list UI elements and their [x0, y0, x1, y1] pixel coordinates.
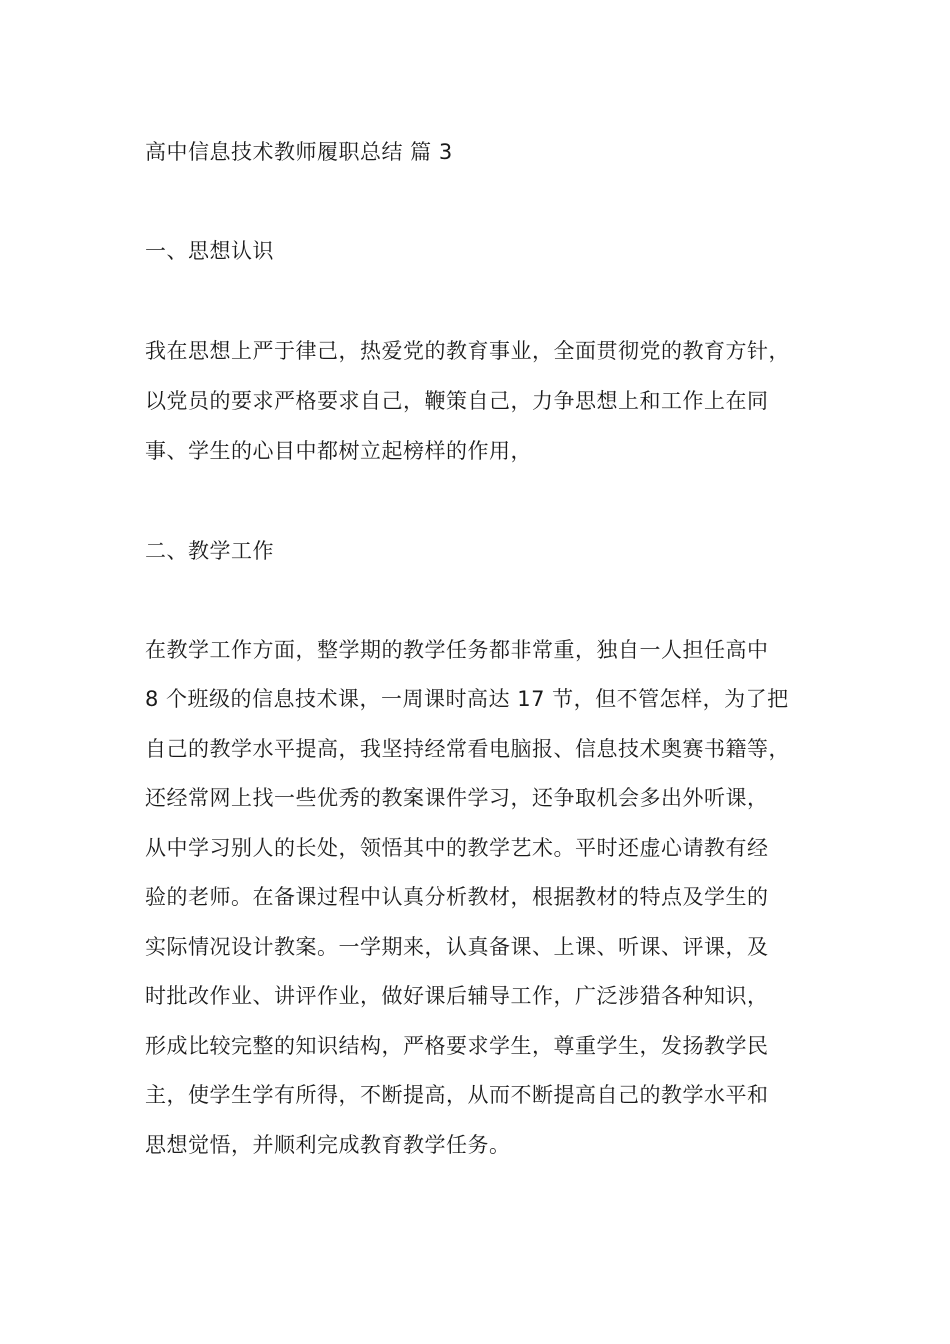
paragraph-line: 从中学习别人的长处，领悟其中的教学艺术。平时还虚心请教有经: [145, 836, 769, 860]
paragraph-line: 还经常网上找一些优秀的教案课件学习，还争取机会多出外听课，: [145, 786, 769, 810]
paragraph-line: 8 个班级的信息技术课，一周课时高达 17 节，但不管怎样，为了把: [145, 687, 789, 711]
document-title: 高中信息技术教师履职总结 篇 3: [145, 140, 453, 164]
paragraph-line: 时批改作业、讲评作业，做好课后辅导工作，广泛涉猎各种知识，: [145, 984, 769, 1008]
paragraph-line: 在教学工作方面，整学期的教学任务都非常重，独自一人担任高中: [145, 638, 769, 662]
paragraph-line: 验的老师。在备课过程中认真分析教材，根据教材的特点及学生的: [145, 885, 769, 909]
section-heading-thought: 一、思想认识: [145, 239, 274, 263]
section-heading-teaching: 二、教学工作: [145, 539, 274, 563]
paragraph-line: 事、学生的心目中都树立起榜样的作用，: [145, 439, 532, 463]
paragraph-line: 形成比较完整的知识结构，严格要求学生，尊重学生，发扬教学民: [145, 1034, 769, 1058]
paragraph-line: 主，使学生学有所得，不断提高，从而不断提高自己的教学水平和: [145, 1083, 769, 1107]
paragraph-line: 我在思想上严于律己，热爱党的教育事业，全面贯彻党的教育方针，: [145, 339, 790, 363]
paragraph-line: 思想觉悟，并顺利完成教育教学任务。: [145, 1133, 511, 1157]
paragraph-line: 以党员的要求严格要求自己，鞭策自己，力争思想上和工作上在同: [145, 389, 769, 413]
paragraph-line: 实际情况设计教案。一学期来，认真备课、上课、听课、评课，及: [145, 935, 769, 959]
paragraph-line: 自己的教学水平提高，我坚持经常看电脑报、信息技术奥赛书籍等，: [145, 737, 790, 761]
